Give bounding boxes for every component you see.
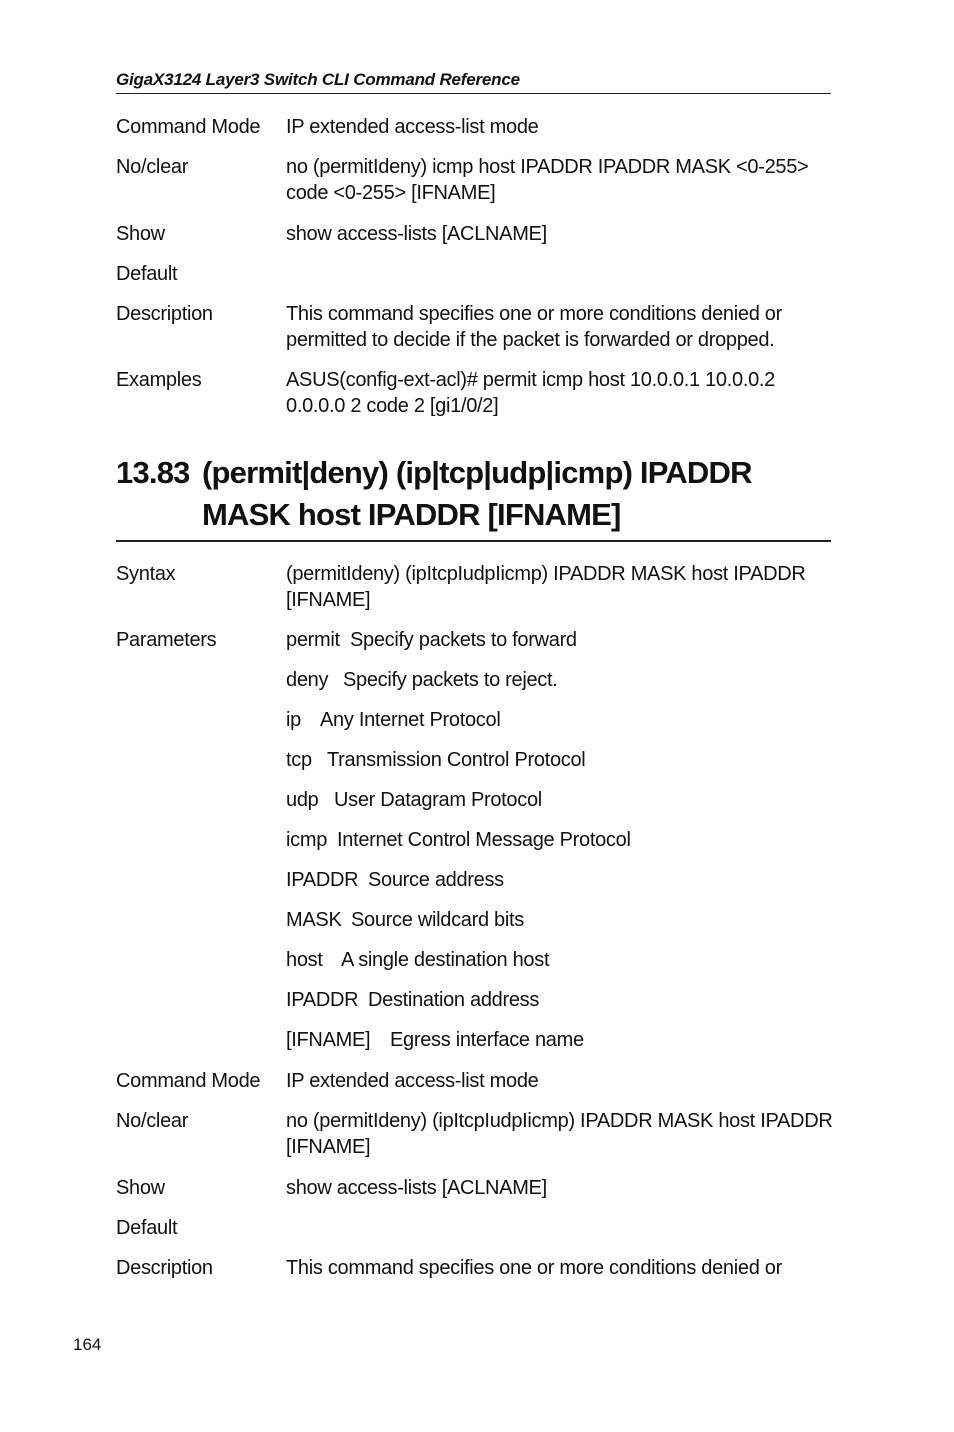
row-value: no (permitIdeny) (ipItcpIudpIicmp) IPADDR MASK host IPADDR [IFNAME] — [286, 1110, 833, 1158]
row-value: This command specifies one or more conditions denied or — [286, 1257, 782, 1279]
parameter-desc: Destination address — [368, 989, 540, 1011]
parameter-item — [286, 947, 836, 973]
row-label: Default — [116, 1217, 178, 1239]
row-value — [286, 261, 836, 287]
row-value: (permitIdeny) (ipItcpIudpIicmp) IPADDR MASK host IPADDR [IFNAME] — [286, 563, 806, 611]
parameter-item — [286, 667, 836, 693]
row-command-mode — [116, 1068, 836, 1094]
row-value: no (permitIdeny) icmp host IPADDR IPADDR MASK <0-255> code <0-255> [IFNAME] — [286, 156, 809, 204]
parameter-item — [286, 707, 836, 733]
syntax-parameter-list — [116, 561, 836, 1053]
row-label: Syntax — [116, 563, 176, 585]
row-default — [116, 261, 836, 287]
row-label: Description — [116, 303, 213, 325]
row-command-mode — [116, 114, 836, 140]
row-syntax — [116, 561, 836, 613]
section-number: 13.83 — [116, 455, 190, 490]
parameter-desc: Source address — [368, 869, 504, 891]
row-value: ASUS(config-ext-acl)# permit icmp host 10.0.0.1 10.0.0.2 0.0.0.0 2 code 2 [gi1/0/2] — [286, 369, 775, 417]
row-show — [116, 221, 836, 247]
parameter-desc: Egress interface name — [390, 1029, 584, 1051]
row-value: show access-lists [ACLNAME] — [286, 223, 547, 245]
parameter-name: ip — [286, 709, 301, 731]
parameter-name: MASK — [286, 909, 342, 931]
row-value: This command specifies one or more conditions denied or permitted to decide if the packet is forwarded or dropped. — [286, 303, 782, 351]
parameter-name: udp — [286, 789, 319, 811]
parameter-desc: Any Internet Protocol — [320, 709, 501, 731]
row-value: IP extended access-list mode — [286, 116, 539, 138]
row-label: Description — [116, 1257, 213, 1279]
row-parameters — [116, 627, 836, 1053]
row-value — [286, 1215, 836, 1241]
parameter-name: tcp — [286, 749, 312, 771]
row-label: Show — [116, 223, 165, 245]
parameter-item — [286, 747, 836, 773]
bottom-attribute-list — [116, 1068, 836, 1281]
parameter-item — [286, 867, 836, 893]
parameter-item — [286, 627, 836, 653]
row-default — [116, 1215, 836, 1241]
parameter-desc: Internet Control Message Protocol — [337, 829, 631, 851]
parameter-item — [286, 1027, 836, 1053]
row-description — [116, 301, 836, 353]
section-title: (permit|deny) (ip|tcp|udp|icmp) IPADDR MASK host IPADDR [IFNAME] — [202, 455, 752, 532]
row-description — [116, 1255, 836, 1281]
parameter-name: [IFNAME] — [286, 1029, 371, 1051]
parameter-name: permit — [286, 629, 340, 651]
running-header: GigaX3124 Layer3 Switch CLI Command Reference — [116, 70, 831, 94]
parameter-name: deny — [286, 669, 329, 691]
row-no-clear — [116, 1108, 836, 1160]
parameter-desc: Transmission Control Protocol — [327, 749, 586, 771]
row-value: IP extended access-list mode — [286, 1070, 539, 1092]
row-no-clear — [116, 154, 836, 206]
row-label: Parameters — [116, 629, 217, 651]
row-examples — [116, 367, 836, 419]
section-heading — [116, 452, 831, 542]
parameter-desc: Specify packets to forward — [350, 629, 577, 651]
row-label: No/clear — [116, 1110, 189, 1132]
row-value: show access-lists [ACLNAME] — [286, 1177, 547, 1199]
row-label: Examples — [116, 369, 202, 391]
parameter-list — [286, 627, 836, 1053]
row-show — [116, 1175, 836, 1201]
row-label: Command Mode — [116, 1070, 261, 1092]
parameter-name: IPADDR — [286, 989, 359, 1011]
page-number: 164 — [73, 1335, 102, 1354]
parameter-desc: Source wildcard bits — [351, 909, 524, 931]
parameter-item — [286, 907, 836, 933]
parameter-desc: User Datagram Protocol — [334, 789, 542, 811]
row-label: No/clear — [116, 156, 189, 178]
parameter-name: host — [286, 949, 323, 971]
parameter-item — [286, 987, 836, 1013]
top-attribute-list — [116, 114, 836, 419]
row-label: Show — [116, 1177, 165, 1199]
parameter-item — [286, 827, 836, 853]
row-label: Command Mode — [116, 116, 261, 138]
parameter-name: icmp — [286, 829, 328, 851]
parameter-desc: Specify packets to reject. — [343, 669, 558, 691]
parameter-item — [286, 787, 836, 813]
parameter-desc: A single destination host — [341, 949, 550, 971]
row-label: Default — [116, 263, 178, 285]
parameter-name: IPADDR — [286, 869, 359, 891]
